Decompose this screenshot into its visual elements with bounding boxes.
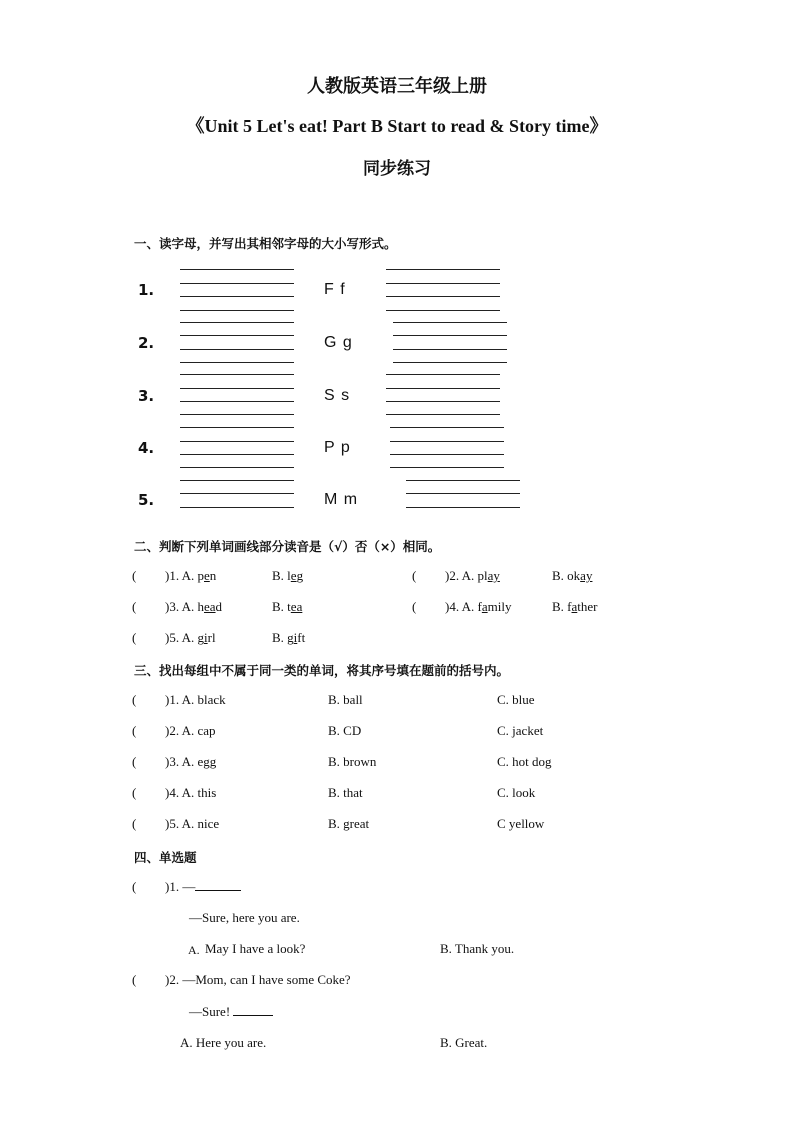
letter-row-number: 3. [138, 387, 155, 405]
answer-paren[interactable]: ( [132, 630, 137, 645]
question-label: )5. A. girl [165, 630, 216, 645]
writing-line[interactable] [386, 296, 500, 297]
writing-line[interactable] [390, 467, 504, 468]
letter-pair: G g [324, 334, 353, 351]
writing-line[interactable] [390, 441, 504, 442]
word-b: B. father [552, 599, 598, 614]
writing-line[interactable] [180, 374, 294, 375]
writing-line[interactable] [180, 283, 294, 284]
writing-line[interactable] [180, 467, 294, 468]
letter-row-number: 4. [138, 439, 155, 457]
page-subtitle: 《Unit 5 Let's eat! Part B Start to read & Story time》 [186, 116, 608, 136]
answer-paren[interactable]: ( [132, 754, 137, 769]
question-1-reply: —Sure, here you are. [189, 910, 300, 925]
option-b: B. that [328, 785, 363, 800]
answer-blank[interactable] [195, 879, 241, 891]
option-a: )1. A. black [165, 692, 226, 707]
answer-paren[interactable]: ( [132, 568, 137, 583]
writing-line[interactable] [386, 310, 500, 311]
writing-line[interactable] [406, 480, 520, 481]
writing-line[interactable] [393, 349, 507, 350]
writing-line[interactable] [180, 441, 294, 442]
word-b: B. leg [272, 568, 304, 583]
question-2: )2. —Mom, can I have some Coke? [165, 972, 351, 987]
option-a[interactable]: A. Here you are. [180, 1035, 267, 1050]
option-a: )3. A. egg [165, 754, 217, 769]
word-a: girl [197, 630, 216, 645]
answer-paren[interactable]: ( [132, 879, 137, 894]
writing-line[interactable] [180, 388, 294, 389]
writing-line[interactable] [386, 374, 500, 375]
section2-heading: 二、判断下列单词画线部分读音是（√）否（×）相同。 [134, 539, 441, 554]
writing-line[interactable] [180, 362, 294, 363]
writing-line[interactable] [180, 310, 294, 311]
answer-paren[interactable]: ( [412, 568, 417, 583]
letter-pair: S s [324, 387, 351, 404]
writing-line[interactable] [180, 493, 294, 494]
option-c: C. jacket [497, 723, 544, 738]
writing-line[interactable] [180, 349, 294, 350]
word-b: B. okay [552, 568, 593, 583]
question-label: )1. A. pen [165, 568, 217, 583]
letter-row-number: 5. [138, 491, 155, 509]
answer-paren[interactable]: ( [132, 599, 137, 614]
word-a: play [477, 568, 500, 583]
writing-line[interactable] [406, 507, 520, 508]
writing-line[interactable] [180, 454, 294, 455]
answer-paren[interactable]: ( [132, 816, 137, 831]
writing-line[interactable] [180, 322, 294, 323]
word-a: pen [197, 568, 217, 583]
answer-paren[interactable]: ( [132, 723, 137, 738]
question-1: )1. — [165, 879, 241, 895]
writing-line[interactable] [386, 401, 500, 402]
writing-line[interactable] [386, 283, 500, 284]
writing-line[interactable] [386, 414, 500, 415]
option-b: B. great [328, 816, 370, 831]
question-label: )2. A. play [445, 568, 500, 583]
option-c: C yellow [497, 816, 545, 831]
section1-heading: 一、读字母，并写出其相邻字母的大小写形式。 [134, 236, 397, 251]
letter-pair: P p [324, 439, 351, 456]
letter-row-number: 2. [138, 334, 155, 352]
writing-line[interactable] [180, 296, 294, 297]
letter-pair: M m [324, 491, 359, 508]
writing-line[interactable] [393, 335, 507, 336]
section4-heading: 四、单选题 [134, 850, 197, 865]
question-2-reply: —Sure! [189, 1004, 273, 1020]
writing-line[interactable] [180, 414, 294, 415]
answer-blank[interactable] [233, 1004, 273, 1016]
option-a: )2. A. cap [165, 723, 216, 738]
writing-line[interactable] [393, 322, 507, 323]
writing-line[interactable] [386, 269, 500, 270]
option-b: B. CD [328, 723, 362, 738]
writing-line[interactable] [390, 454, 504, 455]
option-a: )4. A. this [165, 785, 217, 800]
page-title: 人教版英语三年级上册 [307, 76, 487, 97]
word-a: head [197, 599, 223, 614]
question-label: )3. A. head [165, 599, 223, 614]
section3-heading: 三、找出每组中不属于同一类的单词，将其序号填在题前的括号内。 [134, 663, 510, 678]
writing-line[interactable] [180, 480, 294, 481]
option-b: B. brown [328, 754, 377, 769]
writing-line[interactable] [390, 427, 504, 428]
option-b[interactable]: B. Great. [440, 1035, 488, 1050]
option-a[interactable]: May I have a look? [205, 941, 306, 956]
writing-line[interactable] [180, 507, 294, 508]
option-a-letter: A. [188, 943, 200, 957]
word-b: B. gift [272, 630, 306, 645]
writing-line[interactable] [180, 269, 294, 270]
answer-paren[interactable]: ( [132, 785, 137, 800]
answer-paren[interactable]: ( [132, 972, 137, 987]
writing-line[interactable] [180, 427, 294, 428]
letter-row-number: 1. [138, 281, 155, 299]
option-a: )5. A. nice [165, 816, 220, 831]
answer-paren[interactable]: ( [132, 692, 137, 707]
letter-pair: F f [324, 281, 346, 298]
option-b: B. ball [328, 692, 363, 707]
word-a: family [477, 599, 512, 614]
writing-line[interactable] [386, 388, 500, 389]
option-c: C. hot dog [497, 754, 552, 769]
answer-paren[interactable]: ( [412, 599, 417, 614]
writing-line[interactable] [406, 493, 520, 494]
writing-line[interactable] [393, 362, 507, 363]
page-subtitle-2: 同步练习 [363, 159, 431, 179]
option-c: C. look [497, 785, 536, 800]
writing-line[interactable] [180, 401, 294, 402]
writing-line[interactable] [180, 335, 294, 336]
option-b[interactable]: B. Thank you. [440, 941, 515, 956]
option-c: C. blue [497, 692, 535, 707]
word-b: B. tea [272, 599, 303, 614]
question-label: )4. A. family [445, 599, 512, 614]
